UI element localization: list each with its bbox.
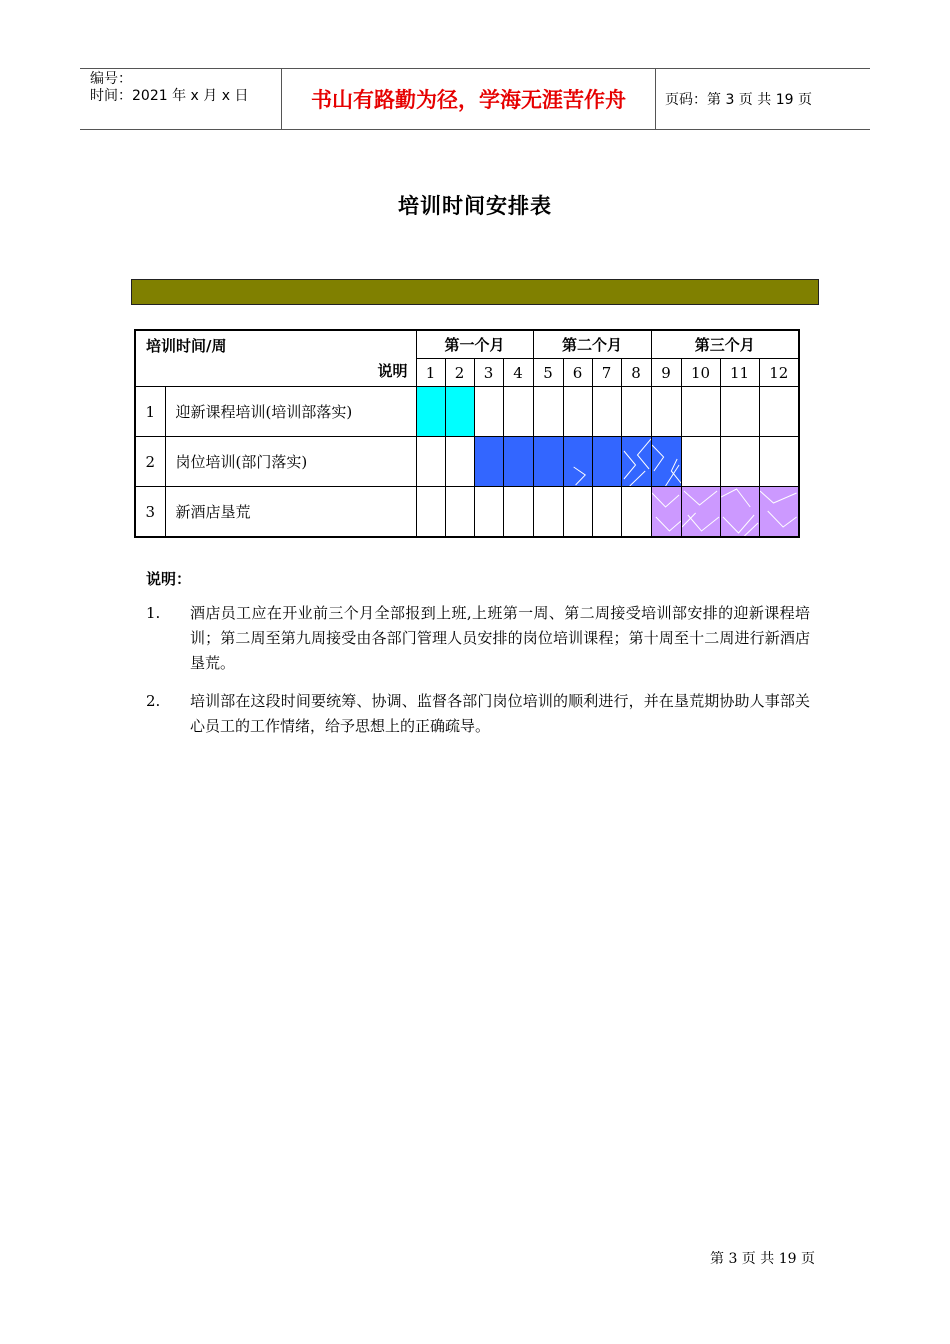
week-header: 5 [533, 359, 563, 387]
schedule-cell-filled [416, 387, 445, 437]
schedule-cell [533, 387, 563, 437]
schedule-cell [592, 387, 621, 437]
row-number: 2 [135, 437, 165, 487]
time-label: 时间：2021 年 x 月 x 日 [90, 88, 249, 104]
schedule-cell [416, 437, 445, 487]
schedule-cell [445, 437, 474, 487]
schedule-cell [416, 487, 445, 538]
week-header: 11 [720, 359, 759, 387]
schedule-cell [503, 387, 533, 437]
schedule-cell [681, 437, 720, 487]
page-header [80, 68, 870, 130]
decorative-pattern-icon [652, 487, 681, 536]
schedule-cell [720, 387, 759, 437]
schedule-cell-filled [445, 387, 474, 437]
schedule-cell [681, 387, 720, 437]
schedule-cell [592, 487, 621, 538]
schedule-cell-filled [681, 487, 720, 538]
schedule-cell-filled [592, 437, 621, 487]
schedule-cell-filled [563, 437, 592, 487]
schedule-cell [759, 437, 799, 487]
schedule-cell-filled [503, 437, 533, 487]
schedule-cell-filled [759, 487, 799, 538]
decorative-pattern-icon [622, 437, 651, 486]
page-footer: 第 3 页 共 19 页 [710, 1251, 815, 1267]
decorative-pattern-icon [564, 437, 592, 486]
corner-note-label: 说明 [377, 362, 408, 380]
header-motto: 书山有路勤为径，学海无涯苦作舟 [281, 69, 656, 129]
week-header: 7 [592, 359, 621, 387]
schedule-cell-filled [651, 487, 681, 538]
table-row [135, 437, 799, 487]
olive-divider-bar [131, 279, 819, 305]
schedule-cell [445, 487, 474, 538]
schedule-cell-filled [474, 437, 503, 487]
month-header-2: 第二个月 [533, 330, 651, 359]
note-text: 酒店员工应在开业前三个月全部报到上班,上班第一周、第二周接受培训部安排的迎新课程培训；第二周至第九周接受由各部门管理人员安排的岗位培训课程；第十周至十二周进行新酒店垦荒。 [190, 604, 810, 672]
table-row [135, 487, 799, 538]
header-page-info: 页码：第 3 页 共 19 页 [665, 92, 812, 108]
schedule-cell [621, 387, 651, 437]
week-header: 6 [563, 359, 592, 387]
schedule-cell [759, 387, 799, 437]
row-number: 3 [135, 487, 165, 538]
week-header: 2 [445, 359, 474, 387]
schedule-cell-filled [621, 437, 651, 487]
number-label: 编号： [90, 71, 132, 87]
schedule-cell [474, 387, 503, 437]
month-header-1: 第一个月 [416, 330, 533, 359]
week-header: 12 [759, 359, 799, 387]
schedule-cell [720, 437, 759, 487]
week-header: 1 [416, 359, 445, 387]
schedule-cell [474, 487, 503, 538]
header-meta [80, 69, 280, 129]
note-number: 1. [146, 604, 161, 622]
schedule-cell [503, 487, 533, 538]
schedule-cell [563, 387, 592, 437]
corner-time-label: 培训时间/周 [146, 337, 227, 355]
page-title: 培训时间安排表 [398, 194, 552, 218]
decorative-pattern-icon [721, 487, 759, 536]
schedule-cell-filled [533, 437, 563, 487]
decorative-pattern-icon [652, 437, 681, 486]
row-number: 1 [135, 387, 165, 437]
week-header: 3 [474, 359, 503, 387]
decorative-pattern-icon [682, 487, 720, 536]
task-name: 迎新课程培训(培训部落实) [165, 387, 416, 437]
week-header: 10 [681, 359, 720, 387]
month-header-3: 第三个月 [651, 330, 799, 359]
week-header: 8 [621, 359, 651, 387]
schedule-cell [563, 487, 592, 538]
note-text: 培训部在这段时间要统筹、协调、监督各部门岗位培训的顺利进行，并在垦荒期协助人事部关心员工的工作情绪，给予思想上的正确疏导。 [190, 692, 810, 735]
schedule-cell [621, 487, 651, 538]
schedule-cell [651, 387, 681, 437]
note-number: 2. [146, 692, 161, 710]
schedule-cell-filled [720, 487, 759, 538]
week-header: 9 [651, 359, 681, 387]
week-header: 4 [503, 359, 533, 387]
task-name: 新酒店垦荒 [165, 487, 416, 538]
table-row [135, 387, 799, 437]
schedule-cell [533, 487, 563, 538]
decorative-pattern-icon [760, 487, 799, 536]
schedule-cell-filled [651, 437, 681, 487]
table-corner-header [135, 330, 416, 387]
schedule-table [134, 329, 800, 538]
notes-heading: 说明： [146, 570, 192, 588]
task-name: 岗位培训(部门落实) [165, 437, 416, 487]
